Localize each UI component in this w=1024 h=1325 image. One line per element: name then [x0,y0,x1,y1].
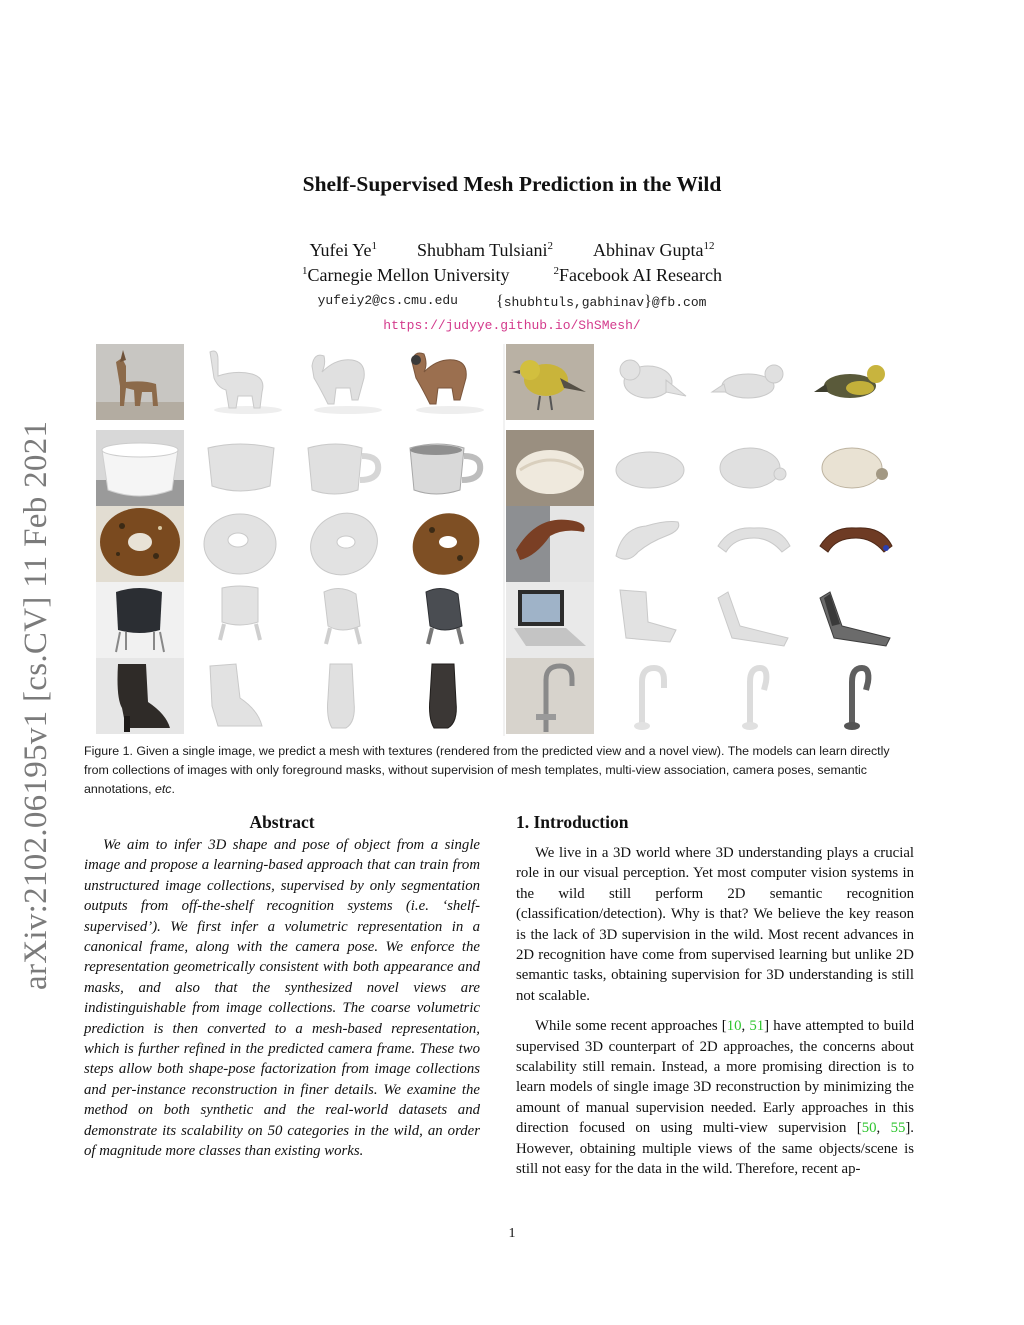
cup-mesh [196,430,284,506]
figure-caption: Figure 1. Given a single image, we predict a mesh with textures (rendered from the predicted view and a novel view). The models can learn directly from collections of images with only foreground masks, without supervision of mesh templates, multi-view association, camera poses, semantic annotations, etc. [84,744,890,796]
citation-link[interactable]: 50 [861,1120,877,1137]
pie-photo [506,430,594,506]
intro-paragraph-1: We live in a 3D world where 3D understanding plays a crucial role in our visual perception. Yet most computer vision systems in the wild still perform 2D semantic recognition (classification/detection). Why is that? We believe the key reason is the lack of 3D supervision in the wild. Most recent advances in 2D recognition have come from supervised learning but unlike 2D semantic tasks, obtaining supervision for 3D understanding is still not scalable. [516,845,914,1004]
pie-mesh-novel [710,430,798,506]
bagel-photo [96,506,184,582]
author: Shubham Tulsiani$^2$ [416,240,554,260]
citation-link[interactable]: 10 [726,1018,742,1035]
faucet-photo [506,658,594,734]
laptop-mesh-novel [710,582,798,658]
llama-photo [96,344,184,420]
bagel-mesh [196,506,284,582]
cup-textured [402,430,490,506]
cup-mesh-novel [300,430,388,506]
chair-photo [96,582,184,658]
abstract-body: We aim to infer 3D shape and pose of object from a single image and propose a learning-based approach that can train from unstructured image collections, supervised by only segmentation outputs from off-the-shelf recognition systems (i.e. ‘shelf-supervised’). We first infer a volumetric representation in a canonical frame, along with the camera pose. We enforce the representation geometrically consistent with both appearance and masks, and also that the synthesized novel views are indistinguishable from image collections. The coarse volumetric prediction is then converted to a mesh-based representation, which is further refined in the predicted camera frame. These two steps allow both shape-pose factorization from image collections and per-instance reconstruction in finer details. We examine the method on both synthetic and the real-world datasets and demonstrate its scalability on 50 categories in the wild, an order of magnitude more classes than existing works. [84,837,480,1160]
bird-mesh-novel [710,344,798,420]
bird-mesh [606,344,694,420]
boot-textured [402,658,490,734]
faucet-textured [812,658,900,734]
author: Abhinav Gupta$^{12}$ [593,240,715,260]
llama-mesh-novel [300,344,388,420]
affiliation: $^1$Carnegie Mellon University [302,265,510,285]
bird-textured [812,344,900,420]
boot-photo [96,658,184,734]
citation-link[interactable]: 55 [890,1120,906,1137]
faucet-mesh [606,658,694,734]
hat-photo [506,506,594,582]
chair-mesh [196,582,284,658]
author-list [0,240,1024,261]
intro-paragraph-2: While some recent approaches [10, 51] have attempted to build supervised 3D counterpart of 2D approaches, the concerns about scalability still remain. Instead, a more promising direction is to learn models of single image 3D reconstruction by minimizing the amount of manual supervision needed. Early approaches in this direction focused on using multi-view supervision [50, 55]. However, obtaining multiple views of the same objects/scene is still not easy for the data in the wild. Therefore, recent ap- [516,1018,914,1178]
hat-textured [812,506,900,582]
bagel-textured [402,506,490,582]
email-fb: {shubhtuls,gabhinav}@fb.com [496,293,707,310]
llama-textured [402,344,490,420]
affiliation: $^2$Facebook AI Research [553,265,722,285]
bird-photo [506,344,594,420]
hat-mesh-novel [710,506,798,582]
project-link[interactable]: https://judyye.github.io/ShSMesh/ [383,318,641,333]
bagel-mesh-novel [300,506,388,582]
faucet-mesh-novel [710,658,798,734]
chair-mesh-novel [300,582,388,658]
llama-mesh [196,344,284,420]
boot-mesh [196,658,284,734]
figure-separator [503,344,505,736]
citation-link[interactable]: 51 [749,1018,765,1035]
chair-textured [402,582,490,658]
section-heading: 1. Introduction [516,812,629,832]
introduction-section [516,812,914,1190]
abstract-section [84,812,480,1162]
pie-textured [812,430,900,506]
teaser-figure [96,344,912,736]
author: Yufei Ye$^1$ [309,240,377,260]
laptop-photo [506,582,594,658]
abstract-heading: Abstract [249,812,315,832]
hat-mesh [606,506,694,582]
email-cmu: yufeiy2@cs.cmu.edu [317,293,458,308]
page-number: 1 [508,1226,516,1241]
email-line [0,293,1024,311]
boot-mesh-novel [300,658,388,734]
paper-title: Shelf-Supervised Mesh Prediction in the Wild [302,172,722,196]
arxiv-stamp: arXiv:2102.06195v1 [cs.CV] 11 Feb 2021 [18,420,54,990]
affiliation-list [0,265,1024,286]
pie-mesh [606,430,694,506]
laptop-textured [812,582,900,658]
cup-photo [96,430,184,506]
laptop-mesh [606,582,694,658]
